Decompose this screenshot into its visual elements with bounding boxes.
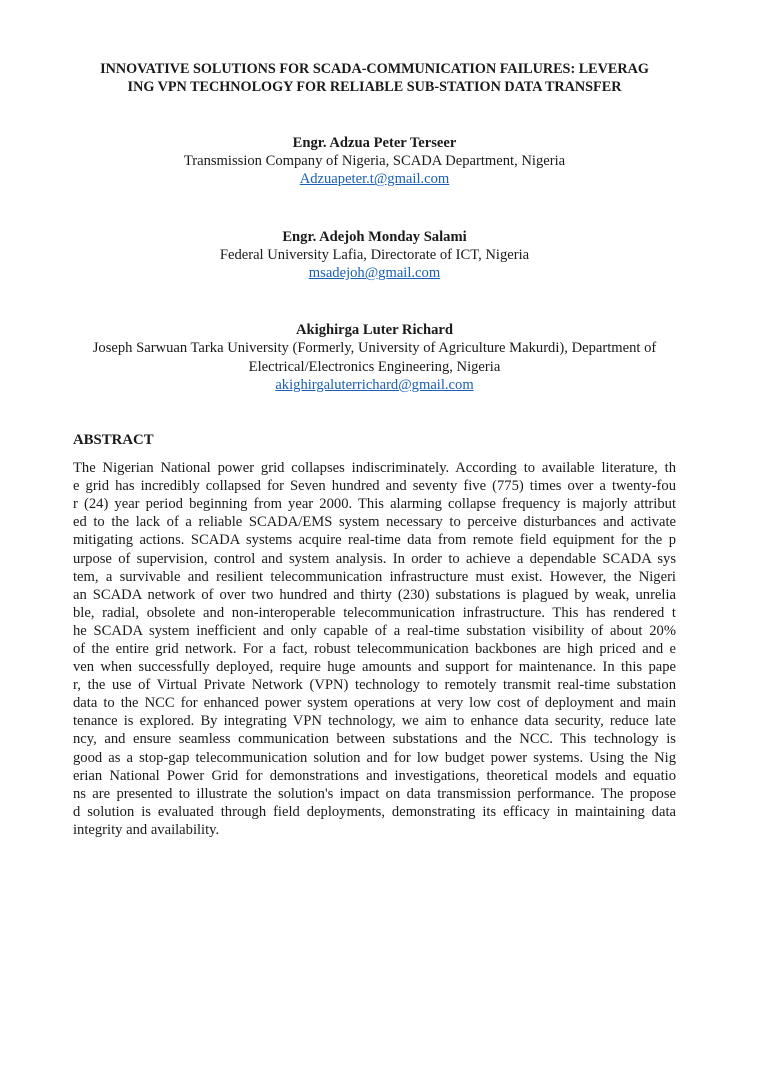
paper-title-line-2: ING VPN TECHNOLOGY FOR RELIABLE SUB-STATION DATA TRANSFER [127, 79, 622, 95]
author-email-link[interactable]: akighirgaluterrichard@gmail.com [275, 376, 474, 393]
author-email-link[interactable]: Adzuapeter.t@gmail.com [299, 171, 450, 188]
abstract-line: mitigating actions. SCADA systems acquire real-time data from remote field equipment for the p [73, 532, 676, 549]
abstract-line: ble, radial, obsolete and non-interoperable telecommunication infrastructure. This has rendered t [73, 604, 676, 621]
abstract-line: of the entire grid network. For a fact, robust telecommunication backbones are high priced and e [73, 640, 676, 657]
paper-title [73, 60, 676, 96]
abstract-line: good as a stop-gap telecommunication solution and for low budget power systems. Using the Nig [73, 749, 676, 766]
author-affiliation-line-2: Electrical/Electronics Engineering, Nigeria [248, 358, 501, 375]
abstract-line: ed to the lack of a reliable SCADA/EMS system necessary to perceive disturbances and activate [73, 514, 676, 531]
paper-title-line-1: INNOVATIVE SOLUTIONS FOR SCADA-COMMUNICATION FAILURES: LEVERAG [100, 61, 649, 77]
abstract-line: e grid has incredibly collapsed for Seven hundred and seventy five (775) times over a twenty-fou [73, 478, 676, 495]
abstract-line: integrity and availability. [73, 821, 220, 838]
author-name: Engr. Adejoh Monday Salami [282, 228, 467, 245]
abstract-line: ns are presented to illustrate the solution's impact on data transmission performance. The propose [73, 785, 676, 802]
author-affiliation: Transmission Company of Nigeria, SCADA Department, Nigeria [183, 153, 566, 170]
abstract-line: r (24) year period beginning from year 2000. This alarming collapse frequency is majorly attribut [73, 496, 676, 513]
abstract-body [73, 459, 676, 839]
abstract-line: d solution is evaluated through field deployments, demonstrating its efficacy in maintaining data [73, 803, 676, 820]
abstract-line: tem, a survivable and resilient telecommunication infrastructure must exist. However, the Nigeri [73, 568, 676, 585]
abstract-line: data to the NCC for enhanced power system operations at very low cost of deployment and main [73, 695, 676, 712]
author-block-1 [73, 134, 676, 189]
author-block-3 [73, 321, 676, 394]
author-name: Akighirga Luter Richard [295, 322, 454, 339]
author-block-2 [73, 228, 676, 283]
abstract-line: urpose of supervision, control and system analysis. In order to achieve a dependable SCADA sys [73, 550, 676, 567]
abstract-line: erian National Power Grid for demonstrations and investigations, theoretical models and equatio [73, 767, 676, 784]
abstract-line: tenance is explored. By integrating VPN technology, we aim to enhance data security, reduce late [73, 713, 676, 730]
author-name: Engr. Adzua Peter Terseer [292, 135, 457, 151]
abstract-line: he SCADA system inefficient and only capable of a real-time substation visibility of about 20% [73, 622, 676, 639]
abstract-heading: ABSTRACT [73, 432, 154, 449]
paper-page [0, 60, 768, 1084]
author-affiliation-line-1: Joseph Sarwuan Tarka University (Formerly, University of Agriculture Makurdi), Department of [92, 340, 657, 357]
abstract-line: r, the use of Virtual Private Network (VPN) technology to remotely transmit real-time substation [73, 677, 676, 694]
author-affiliation: Federal University Lafia, Directorate of ICT, Nigeria [219, 246, 530, 263]
abstract-line: an SCADA network of over two hundred and thirty (230) substations is plagued by weak, unrelia [73, 586, 676, 603]
abstract-line: The Nigerian National power grid collapses indiscriminately. According to available literature, th [73, 460, 676, 477]
abstract-line: ven when successfully deployed, require huge amounts and support for maintenance. In this pape [73, 659, 676, 676]
abstract-line: ncy, and ensure seamless communication between substations and the NCC. This technology is [73, 731, 676, 748]
author-email-link[interactable]: msadejoh@gmail.com [308, 265, 441, 282]
